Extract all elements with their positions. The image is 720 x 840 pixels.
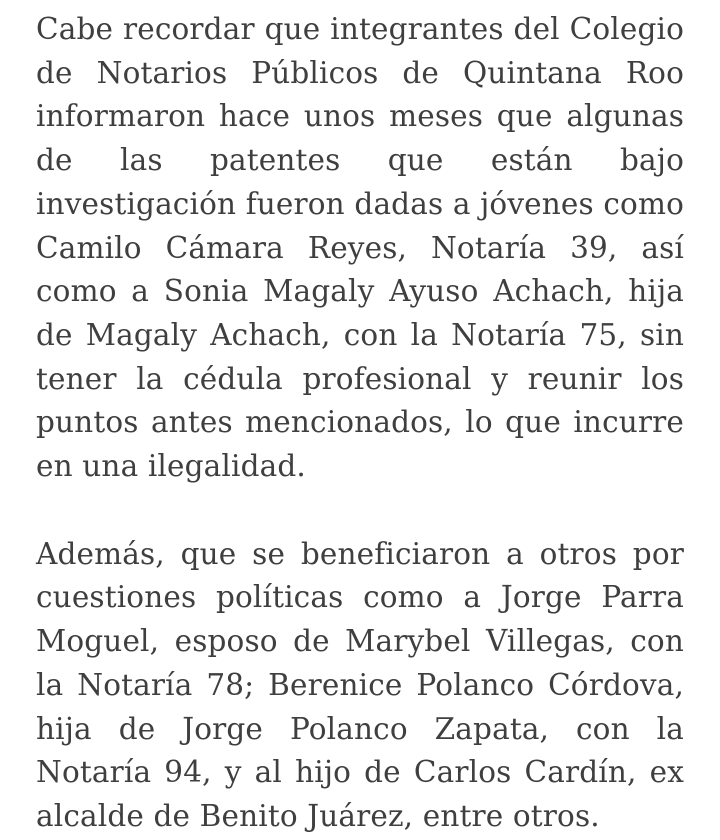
article-paragraph-2: Además, que se beneficiaron a otros por cuestiones políticas como a Jorge Parra Moguel, esposo de Marybel Villegas, con la Notaría 78; Berenice Polanco Córdova, hija de Jorge Polanco Zapata, con la Notaría 94, y al hijo de Carlos Cardín, ex alcalde de Benito Juárez, entre otros. bbox=[36, 536, 684, 833]
article-paragraph-1: Cabe recordar que integrantes del Colegio de Notarios Públicos de Quintana Roo informaron hace unos meses que algunas de las patentes que están bajo investigación fueron dadas a jóvenes como Camilo Cámara Reyes, Notaría 39, así como a Sonia Magaly Ayuso Achach, hija de Magaly Achach, con la Notaría 75, sin tener la cédula profesional y reunir los puntos antes mencionados, lo que incurre en una ilegalidad. bbox=[36, 12, 684, 484]
